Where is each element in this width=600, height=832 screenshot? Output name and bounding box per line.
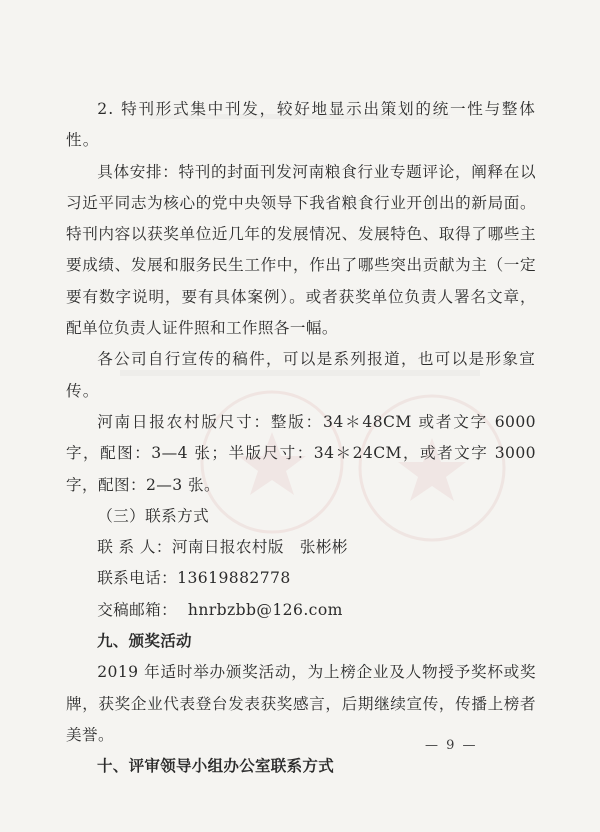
paragraph-format: 2. 特刊形式集中刊发，较好地显示出策划的统一性与整体性。 <box>66 100 536 150</box>
paragraph-size-spec: 河南日报农村版尺寸：整版：34＊48CM 或者文字 6000 字，配图：3—4 张；半版尺寸：34＊24CM，或者文字 3000 字，配图：2—3 张。 <box>66 412 536 494</box>
section-9-heading: 九、颁奖活动 <box>97 632 192 651</box>
page-number: — 9 — <box>425 738 478 753</box>
paragraph-award-ceremony: 2019 年适时举办颁奖活动，为上榜企业及人物授予奖杯或奖牌，获奖企业代表登台发表获奖感言，后期继续宣传，传播上榜者美誉。 <box>66 663 536 744</box>
section-10-heading: 十、评审领导小组办公室联系方式 <box>97 757 335 776</box>
contact-email: 交稿邮箱： hnrbzbb@126.com <box>97 600 343 619</box>
paragraph-self-promotion: 各公司自行宣传的稿件，可以是系列报道，也可以是形象宣传。 <box>66 350 536 400</box>
contact-phone: 联系电话：13619882778 <box>97 569 291 588</box>
paragraph-arrangement: 具体安排：特刊的封面刊发河南粮食行业专题评论，阐释在以习近平同志为核心的党中央领导下我省粮食行业开创出的新局面。特刊内容以获奖单位近几年的发展情况、发展特色、取得了哪些主要成绩、发展和服务民生工作中，作出了哪些突出贡献为主（一定要有数字说明，要有具体案例）。或者获奖单位负责人署名文章，配单位负责人证件照和工作照各一幅。 <box>66 162 536 338</box>
contact-person: 联 系 人：河南日报农村版 张彬彬 <box>97 538 348 557</box>
contact-heading: （三）联系方式 <box>97 506 210 525</box>
document-body <box>66 94 536 783</box>
